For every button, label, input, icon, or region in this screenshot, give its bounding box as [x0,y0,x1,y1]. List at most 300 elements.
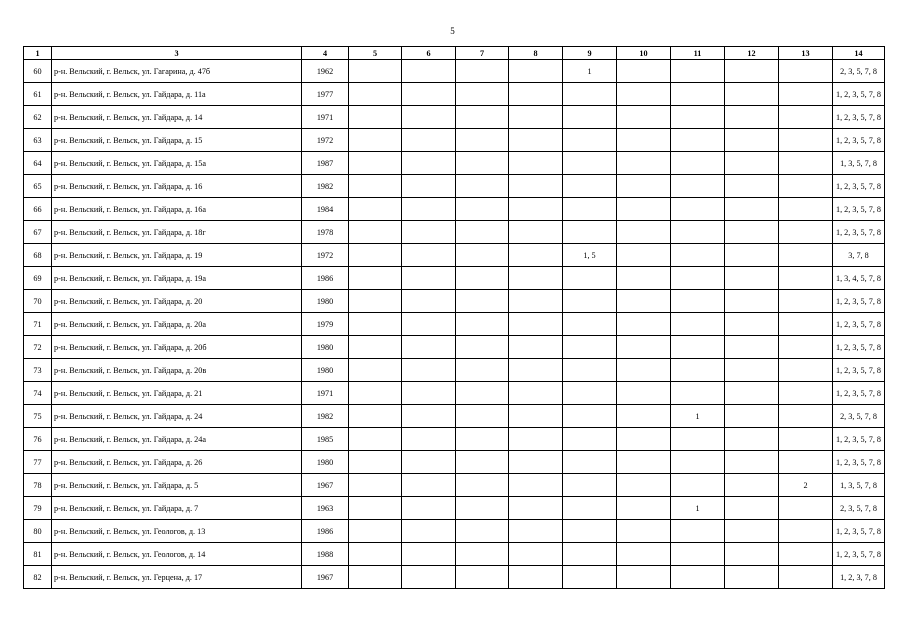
cell-col-8 [509,198,563,221]
column-header-14: 14 [833,47,885,60]
cell-col-11 [671,267,725,290]
cell-col-10 [617,566,671,589]
table-row [24,129,885,152]
cell-col-9 [563,497,617,520]
cell-col-10 [617,244,671,267]
cell-address: р-н. Вельский, г. Вельск, ул. Гайдара, д. 19а [52,267,302,290]
cell-address: р-н. Вельский, г. Вельск, ул. Гайдара, д. 15 [52,129,302,152]
cell-col-5 [349,543,402,566]
cell-col-7 [456,267,509,290]
cell-col-9 [563,336,617,359]
cell-col-11 [671,221,725,244]
cell-col-13 [779,244,833,267]
cell-col-12 [725,520,779,543]
table-row [24,106,885,129]
cell-col-8 [509,474,563,497]
cell-col-11 [671,520,725,543]
cell-col-9 [563,221,617,244]
cell-col-14: 1, 2, 3, 5, 7, 8 [833,290,885,313]
cell-col-11 [671,198,725,221]
cell-col-8 [509,566,563,589]
cell-col-10 [617,152,671,175]
cell-address: р-н. Вельский, г. Вельск, ул. Гайдара, д. 24 [52,405,302,428]
cell-col-6 [402,543,456,566]
cell-col-10 [617,497,671,520]
cell-col-6 [402,474,456,497]
cell-col-13 [779,520,833,543]
cell-col-9 [563,175,617,198]
cell-col-14: 2, 3, 5, 7, 8 [833,497,885,520]
cell-col-8 [509,313,563,336]
cell-year: 1972 [302,129,349,152]
cell-col-6 [402,359,456,382]
cell-col-9 [563,83,617,106]
cell-col-13: 2 [779,474,833,497]
cell-col-7 [456,336,509,359]
cell-address: р-н. Вельский, г. Вельск, ул. Гайдара, д. 14 [52,106,302,129]
cell-col-5 [349,267,402,290]
cell-col-11 [671,566,725,589]
table-row [24,405,885,428]
cell-col-8 [509,221,563,244]
cell-row-number: 66 [24,198,52,221]
data-table [23,46,885,589]
cell-year: 1987 [302,152,349,175]
table-row [24,474,885,497]
cell-col-6 [402,313,456,336]
cell-year: 1982 [302,175,349,198]
cell-col-10 [617,60,671,83]
table-row [24,152,885,175]
cell-col-12 [725,152,779,175]
cell-year: 1977 [302,83,349,106]
cell-address: р-н. Вельский, г. Вельск, ул. Гайдара, д. 24а [52,428,302,451]
cell-col-13 [779,129,833,152]
cell-col-12 [725,198,779,221]
table-row [24,290,885,313]
cell-address: р-н. Вельский, г. Вельск, ул. Гайдара, д. 20а [52,313,302,336]
table-row [24,221,885,244]
cell-col-8 [509,290,563,313]
cell-address: р-н. Вельский, г. Вельск, ул. Гайдара, д. 5 [52,474,302,497]
table-row [24,244,885,267]
cell-col-13 [779,497,833,520]
cell-col-5 [349,221,402,244]
cell-col-12 [725,382,779,405]
cell-address: р-н. Вельский, г. Вельск, ул. Гайдара, д. 20в [52,359,302,382]
cell-col-12 [725,60,779,83]
cell-col-5 [349,152,402,175]
cell-col-9 [563,405,617,428]
cell-row-number: 75 [24,405,52,428]
cell-col-7 [456,428,509,451]
cell-col-13 [779,543,833,566]
cell-col-11 [671,60,725,83]
cell-col-8 [509,497,563,520]
cell-col-10 [617,359,671,382]
cell-year: 1971 [302,106,349,129]
cell-col-7 [456,106,509,129]
column-header-13: 13 [779,47,833,60]
cell-col-6 [402,520,456,543]
cell-address: р-н. Вельский, г. Вельск, ул. Гайдара, д. 18г [52,221,302,244]
cell-col-14: 2, 3, 5, 7, 8 [833,405,885,428]
cell-col-7 [456,83,509,106]
cell-col-6 [402,175,456,198]
cell-year: 1984 [302,198,349,221]
cell-col-6 [402,83,456,106]
table-row [24,336,885,359]
cell-col-10 [617,290,671,313]
cell-col-14: 1, 2, 3, 5, 7, 8 [833,129,885,152]
cell-col-10 [617,175,671,198]
cell-col-12 [725,451,779,474]
cell-col-9 [563,382,617,405]
cell-col-5 [349,566,402,589]
cell-row-number: 60 [24,60,52,83]
cell-col-14: 3, 7, 8 [833,244,885,267]
cell-col-7 [456,451,509,474]
cell-col-11: 1 [671,497,725,520]
cell-col-8 [509,60,563,83]
column-header-4: 4 [302,47,349,60]
cell-col-8 [509,244,563,267]
cell-col-10 [617,221,671,244]
cell-row-number: 72 [24,336,52,359]
cell-col-6 [402,566,456,589]
cell-col-13 [779,405,833,428]
cell-col-14: 1, 2, 3, 7, 8 [833,566,885,589]
cell-row-number: 68 [24,244,52,267]
cell-col-11 [671,451,725,474]
cell-col-5 [349,106,402,129]
cell-col-9 [563,566,617,589]
cell-col-6 [402,497,456,520]
cell-year: 1980 [302,359,349,382]
cell-col-5 [349,497,402,520]
table-row [24,313,885,336]
cell-col-13 [779,451,833,474]
cell-address: р-н. Вельский, г. Вельск, ул. Гагарина, д. 47б [52,60,302,83]
cell-row-number: 78 [24,474,52,497]
cell-col-7 [456,543,509,566]
cell-col-8 [509,152,563,175]
cell-col-6 [402,244,456,267]
cell-col-11 [671,313,725,336]
cell-col-5 [349,359,402,382]
cell-col-13 [779,198,833,221]
cell-col-13 [779,336,833,359]
cell-col-12 [725,313,779,336]
cell-col-8 [509,405,563,428]
cell-col-9: 1, 5 [563,244,617,267]
cell-col-5 [349,428,402,451]
cell-year: 1982 [302,405,349,428]
cell-col-5 [349,451,402,474]
cell-year: 1980 [302,290,349,313]
cell-row-number: 73 [24,359,52,382]
cell-col-8 [509,267,563,290]
cell-col-8 [509,451,563,474]
cell-col-11: 1 [671,405,725,428]
cell-col-13 [779,382,833,405]
cell-row-number: 71 [24,313,52,336]
cell-col-9 [563,313,617,336]
cell-address: р-н. Вельский, г. Вельск, ул. Герцена, д. 17 [52,566,302,589]
cell-col-13 [779,83,833,106]
cell-col-11 [671,474,725,497]
cell-col-10 [617,129,671,152]
cell-col-12 [725,405,779,428]
cell-col-11 [671,83,725,106]
cell-col-6 [402,290,456,313]
column-header-10: 10 [617,47,671,60]
cell-col-9 [563,474,617,497]
cell-address: р-н. Вельский, г. Вельск, ул. Гайдара, д. 20б [52,336,302,359]
cell-col-8 [509,106,563,129]
cell-row-number: 77 [24,451,52,474]
cell-col-11 [671,175,725,198]
cell-year: 1980 [302,451,349,474]
column-header-7: 7 [456,47,509,60]
cell-col-10 [617,198,671,221]
cell-col-5 [349,60,402,83]
cell-col-13 [779,106,833,129]
cell-col-12 [725,221,779,244]
cell-col-6 [402,451,456,474]
table-row [24,428,885,451]
cell-year: 1967 [302,566,349,589]
cell-row-number: 76 [24,428,52,451]
cell-col-11 [671,152,725,175]
cell-col-6 [402,336,456,359]
cell-col-8 [509,382,563,405]
cell-col-8 [509,336,563,359]
cell-col-10 [617,267,671,290]
cell-col-5 [349,175,402,198]
cell-col-9 [563,428,617,451]
column-header-8: 8 [509,47,563,60]
cell-col-9 [563,267,617,290]
cell-col-6 [402,60,456,83]
cell-col-10 [617,83,671,106]
cell-col-6 [402,428,456,451]
cell-col-10 [617,428,671,451]
cell-col-9 [563,129,617,152]
cell-col-10 [617,405,671,428]
cell-col-9 [563,106,617,129]
cell-year: 1972 [302,244,349,267]
cell-col-5 [349,520,402,543]
cell-address: р-н. Вельский, г. Вельск, ул. Гайдара, д. 7 [52,497,302,520]
table-row [24,359,885,382]
cell-col-5 [349,474,402,497]
cell-col-13 [779,60,833,83]
cell-address: р-н. Вельский, г. Вельск, ул. Гайдара, д. 20 [52,290,302,313]
cell-col-12 [725,336,779,359]
column-header-5: 5 [349,47,402,60]
cell-col-14: 1, 3, 4, 5, 7, 8 [833,267,885,290]
cell-col-13 [779,221,833,244]
cell-col-13 [779,290,833,313]
cell-col-7 [456,382,509,405]
cell-col-10 [617,336,671,359]
cell-col-6 [402,129,456,152]
cell-col-5 [349,83,402,106]
cell-col-5 [349,198,402,221]
cell-col-9 [563,152,617,175]
cell-year: 1978 [302,221,349,244]
cell-col-7 [456,313,509,336]
cell-col-10 [617,106,671,129]
cell-row-number: 65 [24,175,52,198]
cell-col-7 [456,60,509,83]
cell-address: р-н. Вельский, г. Вельск, ул. Геологов, д. 14 [52,543,302,566]
cell-row-number: 69 [24,267,52,290]
cell-col-13 [779,428,833,451]
cell-col-11 [671,428,725,451]
cell-year: 1963 [302,497,349,520]
cell-col-11 [671,244,725,267]
cell-col-8 [509,543,563,566]
table-body [24,60,885,589]
cell-col-12 [725,129,779,152]
cell-row-number: 79 [24,497,52,520]
cell-col-13 [779,152,833,175]
cell-col-9 [563,520,617,543]
cell-row-number: 80 [24,520,52,543]
cell-col-5 [349,129,402,152]
cell-col-11 [671,106,725,129]
cell-col-7 [456,129,509,152]
cell-address: р-н. Вельский, г. Вельск, ул. Гайдара, д. 11а [52,83,302,106]
cell-col-6 [402,267,456,290]
cell-col-14: 1, 3, 5, 7, 8 [833,474,885,497]
cell-row-number: 82 [24,566,52,589]
cell-col-12 [725,566,779,589]
cell-col-5 [349,290,402,313]
cell-col-14: 1, 2, 3, 5, 7, 8 [833,221,885,244]
cell-col-14: 1, 2, 3, 5, 7, 8 [833,83,885,106]
cell-col-12 [725,83,779,106]
cell-col-10 [617,313,671,336]
column-header-11: 11 [671,47,725,60]
cell-col-5 [349,313,402,336]
cell-col-12 [725,474,779,497]
column-header-3: 3 [52,47,302,60]
cell-year: 1962 [302,60,349,83]
cell-col-10 [617,543,671,566]
cell-col-9 [563,198,617,221]
cell-col-14: 1, 2, 3, 5, 7, 8 [833,451,885,474]
table-row [24,198,885,221]
cell-col-6 [402,152,456,175]
cell-col-11 [671,543,725,566]
table-row [24,267,885,290]
cell-row-number: 62 [24,106,52,129]
cell-col-14: 1, 2, 3, 5, 7, 8 [833,428,885,451]
cell-col-6 [402,405,456,428]
cell-col-13 [779,359,833,382]
column-header-6: 6 [402,47,456,60]
cell-col-9: 1 [563,60,617,83]
cell-col-11 [671,336,725,359]
cell-col-5 [349,336,402,359]
cell-col-12 [725,428,779,451]
cell-row-number: 70 [24,290,52,313]
cell-col-13 [779,175,833,198]
cell-col-11 [671,382,725,405]
cell-col-14: 1, 2, 3, 5, 7, 8 [833,520,885,543]
cell-row-number: 63 [24,129,52,152]
cell-col-7 [456,405,509,428]
cell-col-8 [509,83,563,106]
cell-col-6 [402,382,456,405]
column-header-9: 9 [563,47,617,60]
cell-col-7 [456,244,509,267]
cell-col-12 [725,543,779,566]
cell-col-7 [456,198,509,221]
table-row [24,451,885,474]
cell-col-10 [617,474,671,497]
cell-col-12 [725,175,779,198]
cell-col-6 [402,221,456,244]
cell-year: 1986 [302,520,349,543]
cell-col-6 [402,106,456,129]
cell-col-9 [563,359,617,382]
cell-address: р-н. Вельский, г. Вельск, ул. Гайдара, д. 19 [52,244,302,267]
cell-col-10 [617,520,671,543]
cell-col-9 [563,543,617,566]
cell-address: р-н. Вельский, г. Вельск, ул. Гайдара, д. 26 [52,451,302,474]
cell-col-8 [509,520,563,543]
cell-col-7 [456,474,509,497]
cell-year: 1967 [302,474,349,497]
cell-col-11 [671,290,725,313]
cell-col-7 [456,497,509,520]
table-row [24,566,885,589]
cell-col-7 [456,152,509,175]
cell-year: 1986 [302,267,349,290]
table-row [24,60,885,83]
cell-row-number: 81 [24,543,52,566]
cell-col-12 [725,290,779,313]
cell-col-9 [563,290,617,313]
cell-row-number: 67 [24,221,52,244]
column-header-12: 12 [725,47,779,60]
cell-row-number: 61 [24,83,52,106]
cell-col-11 [671,359,725,382]
cell-address: р-н. Вельский, г. Вельск, ул. Гайдара, д. 21 [52,382,302,405]
cell-col-5 [349,405,402,428]
cell-address: р-н. Вельский, г. Вельск, ул. Геологов, д. 13 [52,520,302,543]
cell-col-14: 1, 2, 3, 5, 7, 8 [833,106,885,129]
cell-col-13 [779,566,833,589]
table-row [24,83,885,106]
table-row [24,520,885,543]
cell-col-5 [349,244,402,267]
table-row [24,175,885,198]
cell-col-14: 1, 2, 3, 5, 7, 8 [833,382,885,405]
cell-col-11 [671,129,725,152]
cell-col-14: 1, 2, 3, 5, 7, 8 [833,359,885,382]
cell-col-7 [456,520,509,543]
cell-row-number: 64 [24,152,52,175]
cell-col-12 [725,497,779,520]
cell-col-14: 1, 2, 3, 5, 7, 8 [833,198,885,221]
cell-col-14: 1, 2, 3, 5, 7, 8 [833,175,885,198]
cell-col-7 [456,566,509,589]
